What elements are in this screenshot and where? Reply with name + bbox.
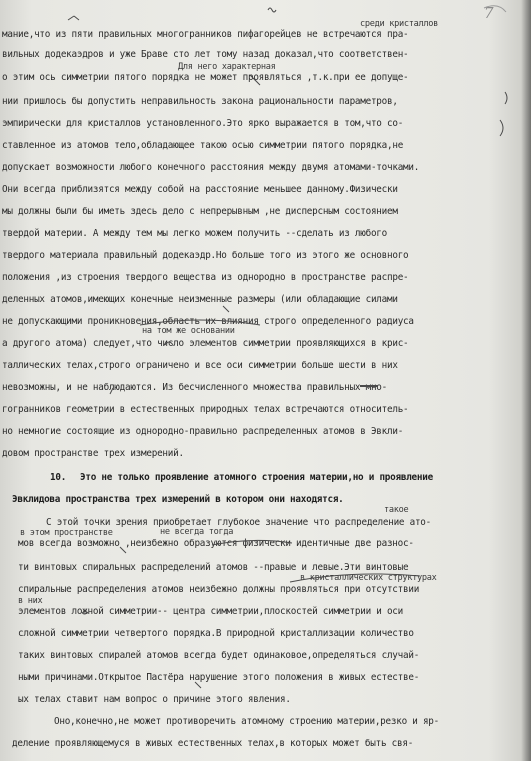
text-line: положения ,из строения твердого вещества из однородно в пространстве распре- [2, 272, 409, 283]
correction-mark [268, 8, 276, 12]
strike-mark [250, 75, 260, 85]
text-line: довом пространстве трех измерений. [2, 448, 184, 459]
text-line: твердой материи. А между тем мы легко можем получить --сделать из любого [2, 228, 387, 239]
text-line: С этой точки зрения приобретает глубокое значение что распределение ато- [46, 517, 431, 528]
text-line: ти винтовых спиральных распределений атомов --правые и левые.Эти винтовые [18, 562, 409, 573]
correction-mark [68, 16, 79, 20]
correction-mark [484, 6, 506, 12]
text-line: деление проявляющемуся в живых естественных телах,в которых может быть свя- [12, 738, 414, 749]
text-line: невозможны, и не наблюдаются. Из бесчисленного множества правильных мно- [2, 382, 387, 393]
text-line: вильных додекаэдров и уже Браве сто лет тому назад доказал,что соответствен- [2, 49, 409, 60]
text-line: таллических телах,строго ограничено и все оси симметрии больше шести в них [2, 360, 398, 371]
section-number: 10. [50, 472, 67, 483]
section-heading-line: Эвклидова пространства трех измерений в котором они находятся. [12, 494, 344, 505]
correction-mark [165, 342, 173, 345]
text-line: эмпирически для кристаллов установленного.Это ярко выражается в том,что со- [2, 118, 404, 129]
text-line: элементов ложной симметрии-- центра симметрии,плоскостей симметрии и оси [18, 606, 403, 617]
text-line: твердого материала правильный додекаэдр.Но больше того из этого же основного [2, 250, 409, 261]
interlinear-insertion: среди кристаллов [360, 19, 438, 29]
text-line: спиральные распределения атомов неизбежно должны проявляться при отсутствии [18, 584, 420, 595]
insertion-arc [140, 320, 260, 325]
text-line: мание,что из пяти правильных многогранников пифагорейцев не встречаются пра- [2, 29, 409, 40]
section-heading-line: Это не только проявление атомного строения материи,но и проявление [80, 472, 433, 483]
interlinear-insertion: Для него характерная [178, 62, 276, 72]
text-line: нии пришлось бы допустить неправильность закона рациональности параметров, [2, 96, 398, 107]
text-line: гогранников геометрии в естественных природных телах встречаются относитель- [2, 404, 409, 415]
correction-mark [120, 547, 126, 553]
interlinear-insertion: на том же основании [142, 326, 235, 336]
correction-mark [500, 120, 503, 136]
interlinear-insertion: в них [18, 596, 43, 606]
text-line: ставленное из атомов тело,обладающее такою осью симметрии пятого порядка,не [2, 140, 404, 151]
correction-mark [195, 682, 201, 688]
correction-mark [223, 306, 229, 312]
text-line: ными причинами.Открытое Пастёра нарушение этого положения в живых естестве- [18, 672, 420, 683]
text-line: не допускающими проникновения,область их влияния строго определенного радиуса [2, 316, 414, 327]
text-line: допускает возможности любого конечного расстояния между двумя атомами-точками. [2, 162, 420, 173]
text-line: но немногие состоящие из однородно-правильно распределенных атомов в Эвкли- [2, 426, 404, 437]
page-number: 7 [484, 4, 494, 22]
correction-mark [505, 92, 507, 104]
correction-mark [110, 388, 113, 394]
insertion-arc [290, 574, 420, 582]
insertion-arc [212, 540, 292, 545]
text-line: о этим ось симметрии пятого порядка не может проявляться ,т.к.при ее допуще- [2, 72, 409, 83]
text-line: Оно,конечно,не может противоречить атомному строению материи,резко и яр- [54, 716, 439, 727]
correction-mark [82, 612, 88, 614]
interlinear-insertion: в этом пространстве [20, 528, 113, 538]
page-edge-shadow [521, 0, 531, 761]
text-line: Они всегда приблизятся между собой на расстояние меньшее данному.Физически [2, 184, 398, 195]
text-line: деленных атомов,имеющих конечные неизменные размеры (или обладающие силами [2, 294, 398, 305]
text-line: мов всегда возможно ,неизбежно образуются физически идентичные две разнос- [18, 538, 414, 549]
text-line: таких винтовых спиралей атомов всегда будет одинаковое,определяться случай- [18, 650, 420, 661]
text-line: а другого атома) следует,что число элементов симметрии проявляющихся в крис- [2, 338, 409, 349]
text-line: сложной симметрии четвертого порядка.В природной кристаллизации количество [18, 628, 414, 639]
text-line: ых телах ставит нам вопрос о причине этого явления. [18, 694, 291, 705]
text-line: мы должны были бы иметь здесь дело с непрерывным ,не дисперсным состоянием [2, 206, 398, 217]
interlinear-insertion: в кристаллических структурах [300, 573, 437, 583]
interlinear-insertion: не всегда тогда [160, 527, 234, 537]
interlinear-insertion: такое [384, 505, 409, 515]
